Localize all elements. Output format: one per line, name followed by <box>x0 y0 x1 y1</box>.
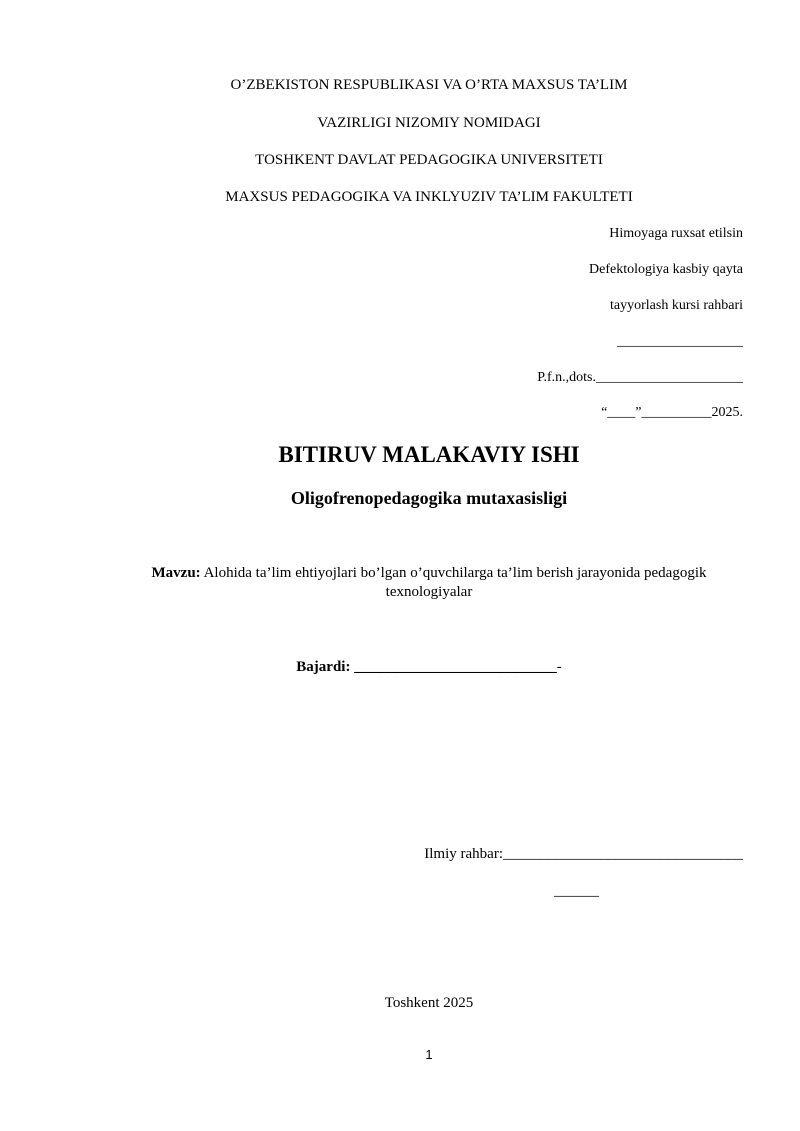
city-year: Toshkent 2025 <box>384 995 474 1011</box>
approval-signature-line: __________________ <box>617 334 743 349</box>
page-number: 1 <box>425 1047 433 1062</box>
approval-line-3: tayyorlash kursi rahbari <box>610 298 743 313</box>
header-line-faculty: MAXSUS PEDAGOGIKA VA INKLYUZIV TA’LIM FAKULTETI <box>225 189 633 205</box>
topic-line <box>0 565 800 582</box>
header-line-ministry: O’ZBEKISTON RESPUBLIKASI VA O’RTA MAXSUS TA’LIM <box>230 77 628 93</box>
topic-text: Alohida ta’lim ehtiyojlari bo’lgan o’quvchilarga ta’lim berish jarayonida pedagogik <box>200 565 707 581</box>
performer-line <box>0 659 800 676</box>
document-specialty: Oligofrenopedagogika mutaxasisligi <box>290 488 568 508</box>
performer-blank: ___________________________ <box>350 659 557 675</box>
performer-suffix: - <box>556 659 562 675</box>
supervisor-extra-line: ______ <box>554 883 599 899</box>
approval-title-line: P.f.n.,dots._____________________ <box>537 370 743 385</box>
approval-line-1: Himoyaga ruxsat etilsin <box>609 226 743 241</box>
topic-label: Mavzu: <box>151 565 201 581</box>
document-title: BITIRUV MALAKAVIY ISHI <box>278 442 580 467</box>
approval-date-line: “____”__________2025. <box>601 405 743 420</box>
approval-line-2: Defektologiya kasbiy qayta <box>589 262 743 277</box>
header-line-university: TOSHKENT DAVLAT PEDAGOGIKA UNIVERSITETI <box>255 152 603 168</box>
topic-line-cont: texnologiyalar <box>385 584 473 600</box>
header-line-ministry-cont: VAZIRLIGI NIZOMIY NOMIDAGI <box>317 115 541 131</box>
performer-label: Bajardi: <box>296 659 351 675</box>
supervisor-line: Ilmiy rahbar:________________________________ <box>424 846 743 862</box>
